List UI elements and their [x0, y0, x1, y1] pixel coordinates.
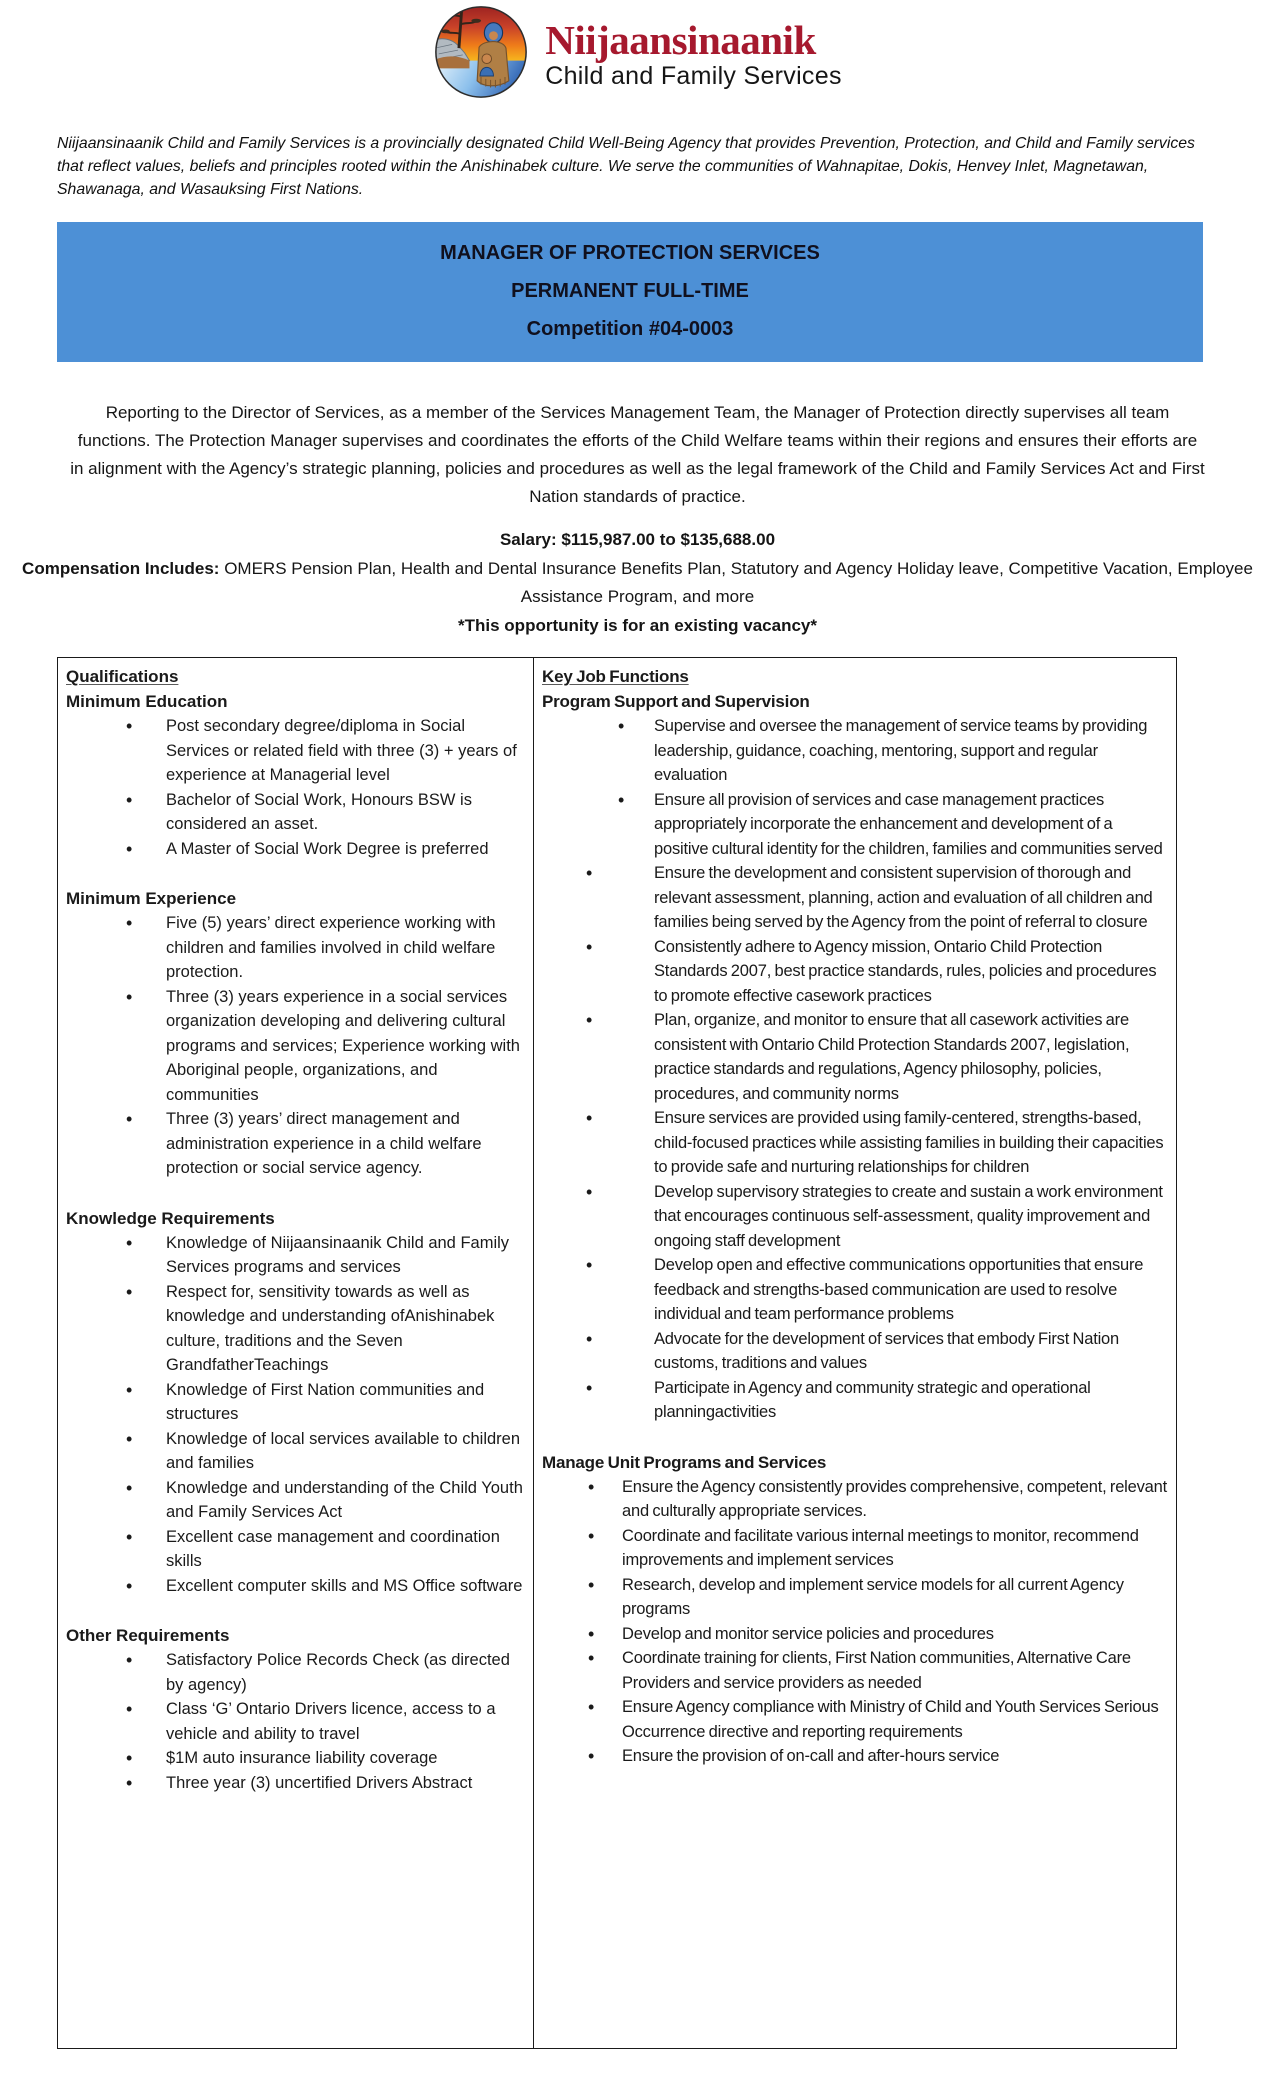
- bullet-item: • Five (5) years’ direct experience working with children and families involved in child welfare protection.: [66, 911, 525, 985]
- bullet-item: • A Master of Social Work Degree is preferred: [66, 837, 525, 862]
- job-title: MANAGER OF PROTECTION SERVICES: [440, 242, 820, 264]
- bullet-item: • Ensure services are provided using family-centered, strengths-based, child-focused practices while assisting families in building their capacities to provide safe and nurturing relationships for children: [542, 1106, 1168, 1180]
- job-section: [66, 1206, 525, 1599]
- bullet-item: • Knowledge of local services available to children and families: [66, 1427, 525, 1476]
- bullet-item: • Bachelor of Social Work, Honours BSW is considered an asset.: [66, 788, 525, 837]
- competition-number: Competition #04-0003: [526, 318, 734, 340]
- bullet-item: • Knowledge and understanding of the Child Youth and Family Services Act: [66, 1476, 525, 1525]
- bullet-item: • Develop supervisory strategies to create and sustain a work environment that encourages continuous self-assessment, quality improvement and ongoing staff development: [542, 1180, 1168, 1254]
- section-heading: Manage Unit Programs and Services: [542, 1452, 827, 1472]
- bullet-item: • Advocate for the development of services that embody First Nation customs, traditions and values: [542, 1327, 1168, 1376]
- key-job-functions-sections: [542, 689, 1168, 1769]
- bullet-item: • Three year (3) uncertified Drivers Abstract: [66, 1771, 525, 1796]
- qualifications-functions-table: [57, 657, 1177, 2049]
- key-job-functions-column: [534, 658, 1176, 2048]
- bullet-item: • Ensure the development and consistent supervision of thorough and relevant assessment, planning, action and evaluation of all children and families being served by the Agency from the point of referral to closure: [542, 861, 1168, 935]
- compensation-includes: [0, 555, 1275, 612]
- agency-wordmark: [545, 18, 842, 90]
- bullet-item: • Respect for, sensitivity towards as well as knowledge and understanding ofAnishinabek culture, traditions and the Seven GrandfatherTeachings: [66, 1280, 525, 1378]
- sunset-circle-emblem-icon: [433, 4, 529, 100]
- bullet-item: • Develop and monitor service policies and procedures: [542, 1622, 1168, 1647]
- bullet-item: • Class ‘G’ Ontario Drivers licence, access to a vehicle and ability to travel: [66, 1697, 525, 1746]
- compensation-includes-label: Compensation Includes:: [22, 558, 220, 578]
- bullet-item: • Ensure all provision of services and case management practices appropriately incorporate the enhancement and development of a positive cultural identity for the children, families and communities served: [542, 788, 1168, 862]
- agency-logo: [0, 0, 1275, 102]
- org-subtitle: Child and Family Services: [545, 62, 842, 90]
- bullet-item: • Knowledge of First Nation communities and structures: [66, 1378, 525, 1427]
- bullet-item: • Satisfactory Police Records Check (as directed by agency): [66, 1648, 525, 1697]
- salary-line: Salary: $115,987.00 to $135,688.00: [499, 530, 776, 549]
- qualifications-column: [58, 658, 534, 2048]
- section-heading: Knowledge Requirements: [66, 1208, 275, 1228]
- bullet-item: • Coordinate training for clients, First Nation communities, Alternative Care Providers and service providers as needed: [542, 1646, 1168, 1695]
- job-section: [542, 689, 1168, 1425]
- job-section: [66, 886, 525, 1181]
- job-type: PERMANENT FULL-TIME: [511, 280, 749, 302]
- bullet-item: • Participate in Agency and community strategic and operational planningactivities: [542, 1376, 1168, 1425]
- qualifications-sections: [66, 689, 525, 1795]
- org-name: Niijaansinaanik: [545, 17, 816, 63]
- bullet-item: • Ensure the provision of on-call and after-hours service: [542, 1744, 1168, 1769]
- bullet-item: • Plan, organize, and monitor to ensure that all casework activities are consistent with Ontario Child Protection Standards 2007, legislation, practice standards and regulations, Agency philosophy, policies, procedures, and community norms: [542, 1008, 1168, 1106]
- agency-logo-emblem: [433, 4, 529, 105]
- bullet-item: • Excellent case management and coordination skills: [66, 1525, 525, 1574]
- bullet-item: • Three (3) years experience in a social services organization developing and delivering cultural programs and services; Experience working with Aboriginal people, organizations, and communities: [66, 985, 525, 1108]
- job-banner: [57, 222, 1203, 362]
- bullet-item: • Excellent computer skills and MS Office software: [66, 1574, 525, 1599]
- bullet-list: [66, 714, 525, 861]
- job-section: [66, 1623, 525, 1795]
- intro-paragraph: Niijaansinaanik Child and Family Services is a provincially designated Child Well-Being Agency that provides Prevention, Protection, and Child and Family services that reflect values, beliefs and principles rooted within the Anishinabek culture. We serve the communities of Wahnapitae, Dokis, Henvey Inlet, Magnetawan, Shawanaga, and Wasauksing First Nations.: [57, 135, 1195, 198]
- job-section: [542, 1450, 1168, 1769]
- section-heading: Other Requirements: [66, 1626, 230, 1645]
- bullet-list: [66, 911, 525, 1181]
- vacancy-note: *This opportunity is for an existing vacancy*: [458, 615, 817, 635]
- bullet-item: • Research, develop and implement service models for all current Agency programs: [542, 1573, 1168, 1622]
- bullet-item: • Three (3) years’ direct management and administration experience in a child welfare protection or social service agency.: [66, 1107, 525, 1181]
- bullet-item: • Ensure the Agency consistently provides comprehensive, competent, relevant and culturally appropriate services.: [542, 1475, 1168, 1524]
- bullet-item: • Ensure Agency compliance with Ministry of Child and Youth Services Serious Occurrence directive and reporting requirements: [542, 1695, 1168, 1744]
- bullet-list: [66, 1231, 525, 1599]
- compensation-includes-text: OMERS Pension Plan, Health and Dental Insurance Benefits Plan, Statutory and Agency Holiday leave, Competitive Vacation, Employee Assistance Program, and more: [219, 558, 1253, 606]
- bullet-item: • Consistently adhere to Agency mission, Ontario Child Protection Standards 2007, best practice standards, rules, policies and procedures to promote effective casework practices: [542, 935, 1168, 1009]
- bullet-list: [66, 1648, 525, 1795]
- section-heading: Minimum Experience: [66, 889, 237, 908]
- key-job-functions-title: Key Job Functions: [542, 667, 689, 686]
- bullet-item: • Supervise and oversee the management of service teams by providing leadership, guidance, coaching, mentoring, support and regular evaluation: [542, 714, 1168, 788]
- compensation-block: [0, 526, 1275, 640]
- bullet-list: [542, 1475, 1168, 1769]
- section-heading: Program Support and Supervision: [542, 692, 810, 711]
- bullet-item: • Develop open and effective communications opportunities that ensure feedback and strengths-based communication are used to resolve individual and team performance problems: [542, 1253, 1168, 1327]
- bullet-item: • $1M auto insurance liability coverage: [66, 1746, 525, 1771]
- bullet-item: • Knowledge of Niijaansinaanik Child and Family Services programs and services: [66, 1231, 525, 1280]
- section-heading: Minimum Education: [66, 692, 228, 711]
- job-section: [66, 689, 525, 861]
- bullet-item: • Post secondary degree/diploma in Social Services or related field with three (3) + years of experience at Managerial level: [66, 714, 525, 788]
- role-summary-paragraph: Reporting to the Director of Services, as a member of the Services Management Team, the Manager of Protection directly supervises all team functions. The Protection Manager supervises and coordinates the efforts of the Child Welfare teams within their regions and ensures their efforts are in alignment with the Agency’s strategic planning, policies and procedures as well as the legal framework of the Child and Family Services Act and First Nation standards of practice.: [70, 403, 1205, 506]
- bullet-item: • Coordinate and facilitate various internal meetings to monitor, recommend improvements and implement services: [542, 1524, 1168, 1573]
- qualifications-title: Qualifications: [66, 667, 179, 686]
- bullet-list: [542, 714, 1168, 1425]
